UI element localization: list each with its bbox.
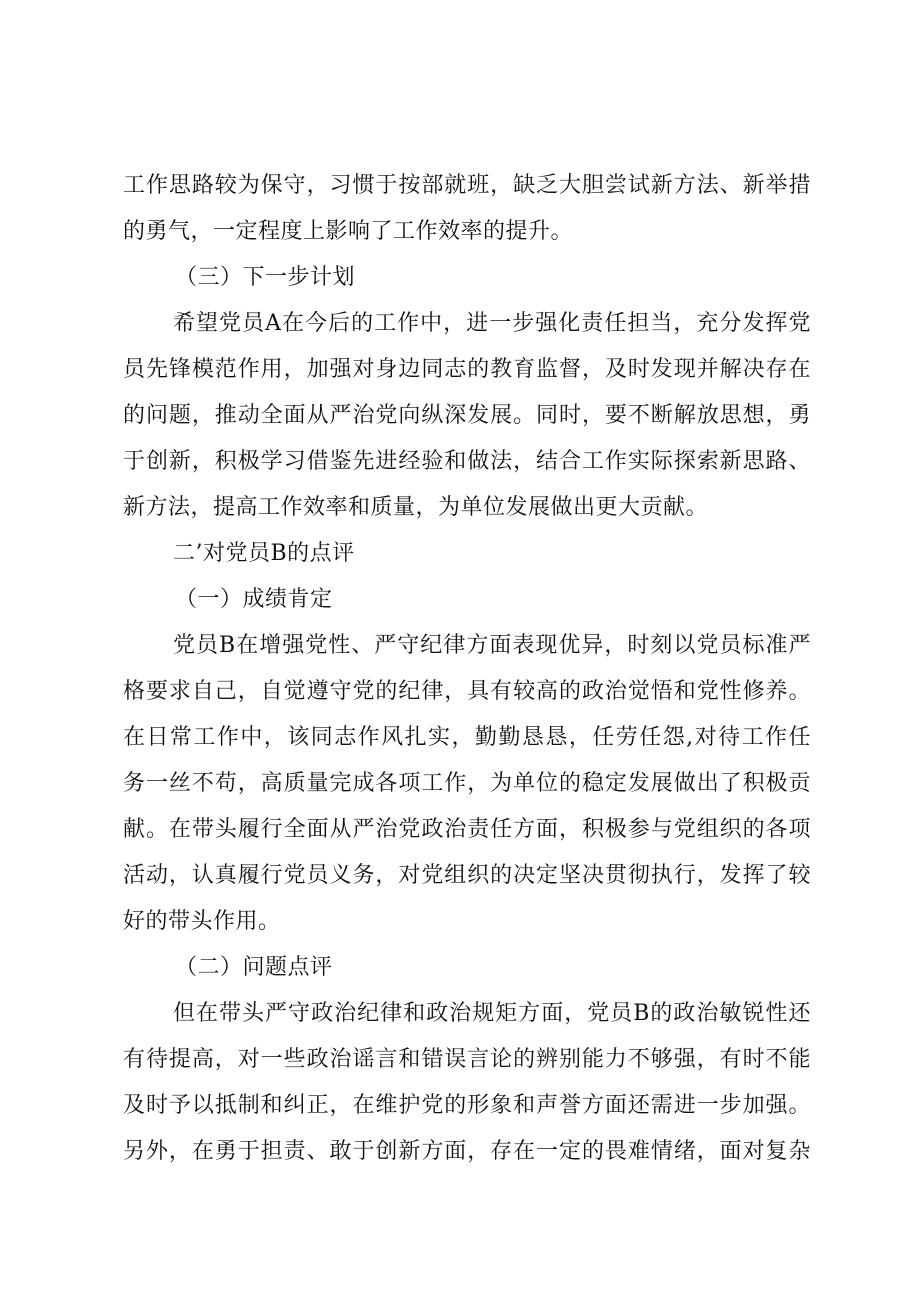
paragraph-line: 有待提高，对一些政治谣言和错误言论的辨别能力不够强，有时不能: [123, 1047, 811, 1072]
paragraph-line: 党员B在增强党性、严守纪律方面表现优异，时刻以党员标准严: [173, 633, 811, 658]
subheading-next-steps: （三）下一步计划: [175, 265, 356, 290]
heading-member-b: 二’对党员B的点评: [173, 541, 355, 566]
paragraph-line: 于创新，积极学习借鉴先进经验和做法，结合工作实际探索新思路、: [123, 449, 811, 474]
paragraph-line: 新方法，提高工作效率和质量，为单位发展做出更大贡献。: [123, 495, 709, 520]
document-body: [123, 163, 811, 1175]
paragraph-line: 务一丝不苟，高质量完成各项工作，为单位的稳定发展做出了积极贡: [123, 771, 811, 796]
subheading-issues: （二）问题点评: [175, 955, 333, 980]
paragraph-line: 另外，在勇于担责、敢于创新方面，存在一定的畏难情绪，面对复杂: [123, 1139, 811, 1164]
paragraph-line: 献。在带头履行全面从严治党政治责任方面，积极参与党组织的各项: [123, 817, 811, 842]
paragraph-line: 活动，认真履行党员义务，对党组织的决定坚决贯彻执行，发挥了较: [123, 863, 811, 888]
paragraph-line: 的勇气，一定程度上影响了工作效率的提升。: [123, 219, 574, 244]
paragraph-line: 在日常工作中，该同志作风扎实，勤勤恳恳，任劳任怨,对待工作任: [123, 725, 811, 750]
subheading-achievements: （一）成绩肯定: [175, 587, 333, 612]
paragraph-line: 好的带头作用。: [123, 909, 281, 934]
paragraph-line: 员先锋模范作用，加强对身边同志的教育监督，及时发现并解决存在: [123, 357, 811, 382]
paragraph-line: 及时予以抵制和纠正，在维护党的形象和声誉方面还需进一步加强。: [123, 1093, 811, 1118]
paragraph-line: 希望党员A在今后的工作中，进一步强化责任担当，充分发挥党: [173, 311, 811, 336]
paragraph-line: 但在带头严守政治纪律和政治规矩方面，党员B的政治敏锐性还: [173, 1001, 811, 1026]
paragraph-line: 的问题，推动全面从严治党向纵深发展。同时，要不断解放思想，勇: [123, 403, 811, 428]
paragraph-line: 格要求自己，自觉遵守党的纪律，具有较高的政治觉悟和党性修养。: [123, 679, 811, 704]
paragraph-line: 工作思路较为保守，习惯于按部就班，缺乏大胆尝试新方法、新举措: [123, 173, 811, 198]
